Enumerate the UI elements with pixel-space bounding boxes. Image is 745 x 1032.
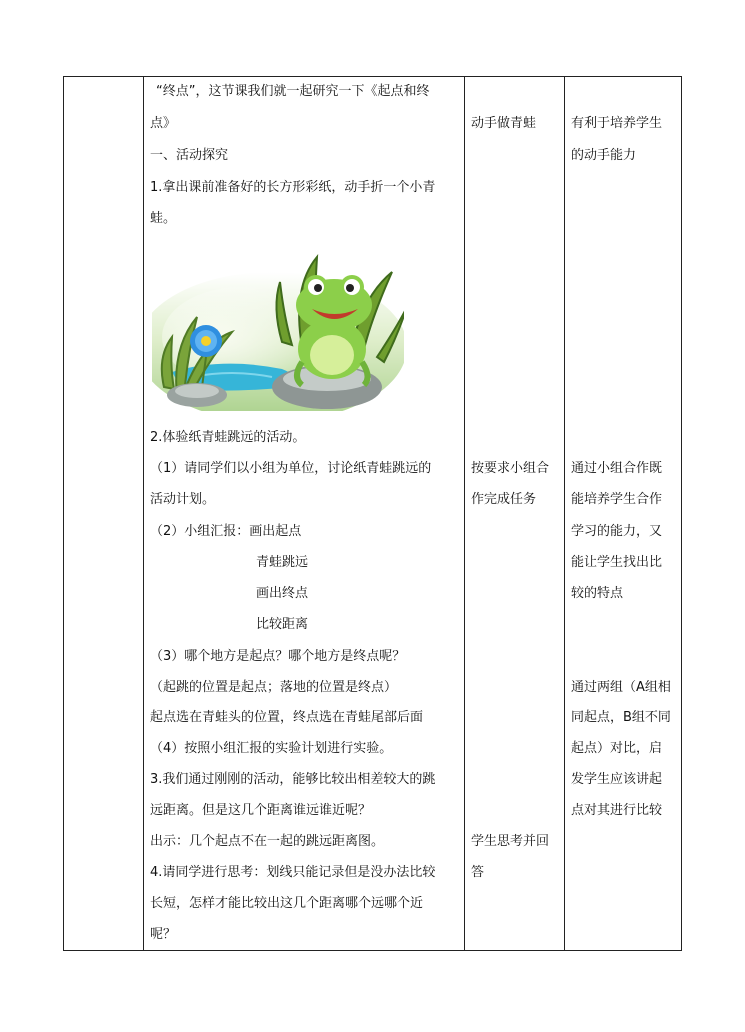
text-line: 通过两组（A组相: [571, 680, 671, 695]
text-line: （1）请同学们以小组为单位，讨论纸青蛙跳远的: [150, 461, 432, 476]
text-line: 能培养学生合作: [571, 492, 663, 507]
text-line: 动手做青蛙: [471, 116, 537, 131]
text-line: 起点）对比，启: [571, 741, 663, 756]
text-line: 蛙。: [150, 211, 177, 226]
lesson-table: [63, 76, 682, 951]
text-line: 点》: [150, 116, 177, 131]
text-line: 点对其进行比较: [571, 803, 663, 818]
text-line: 出示：几个起点不在一起的跳远距离图。: [150, 834, 385, 849]
text-line: 活动计划。: [150, 492, 216, 507]
text-line: 学生思考并回: [471, 834, 550, 849]
text-line: 画出终点: [256, 586, 309, 601]
text-line: 发学生应该讲起: [571, 772, 663, 787]
text-line: 长短，怎样才能比较出这几个距离哪个远哪个近: [150, 896, 424, 911]
text-line: 远距离。但是这几个距离谁远谁近呢？: [150, 803, 372, 818]
text-line: 青蛙跳远: [256, 555, 309, 570]
text-line: 起点选在青蛙头的位置，终点选在青蛙尾部后面: [150, 710, 424, 725]
text-line: “终点”，这节课我们就一起研究一下《起点和终: [156, 84, 430, 99]
text-line: 通过小组合作既: [571, 461, 663, 476]
text-line: 2.体验纸青蛙跳远的活动。: [150, 430, 306, 445]
text-line: （4）按照小组汇报的实验计划进行实验。: [150, 741, 393, 756]
text-line: 同起点，B组不同: [571, 710, 671, 725]
text-line: 答: [471, 865, 485, 880]
text-line: 比较距离: [256, 617, 309, 632]
text-line: 能让学生找出比: [571, 555, 663, 570]
text-line: 的动手能力: [571, 148, 637, 163]
student-activity-cell: [465, 77, 564, 950]
text-line: 学习的能力，又: [571, 524, 663, 539]
text-line: 按要求小组合: [471, 461, 550, 476]
text-line: 有利于培养学生: [571, 116, 663, 131]
text-line: 一、活动探究: [150, 148, 229, 163]
design-purpose-cell: [565, 77, 681, 950]
text-line: 1.拿出课前准备好的长方形彩纸，动手折一个小青: [150, 180, 436, 195]
text-line: 3.我们通过刚刚的活动，能够比较出相差较大的跳: [150, 772, 436, 787]
text-line: 呢？: [150, 927, 177, 942]
text-line: 较的特点: [571, 586, 624, 601]
text-line: （3）哪个地方是起点？哪个地方是终点呢？: [150, 649, 406, 664]
text-line: 4.请同学进行思考：划线只能记录但是没办法比较: [150, 865, 436, 880]
frog-illustration: [152, 237, 404, 411]
text-line: （起跳的位置是起点；落地的位置是终点）: [150, 680, 398, 695]
text-line: （2）小组汇报：画出起点: [150, 524, 302, 539]
text-line: 作完成任务: [471, 492, 537, 507]
teaching-process-cell: [144, 77, 464, 950]
